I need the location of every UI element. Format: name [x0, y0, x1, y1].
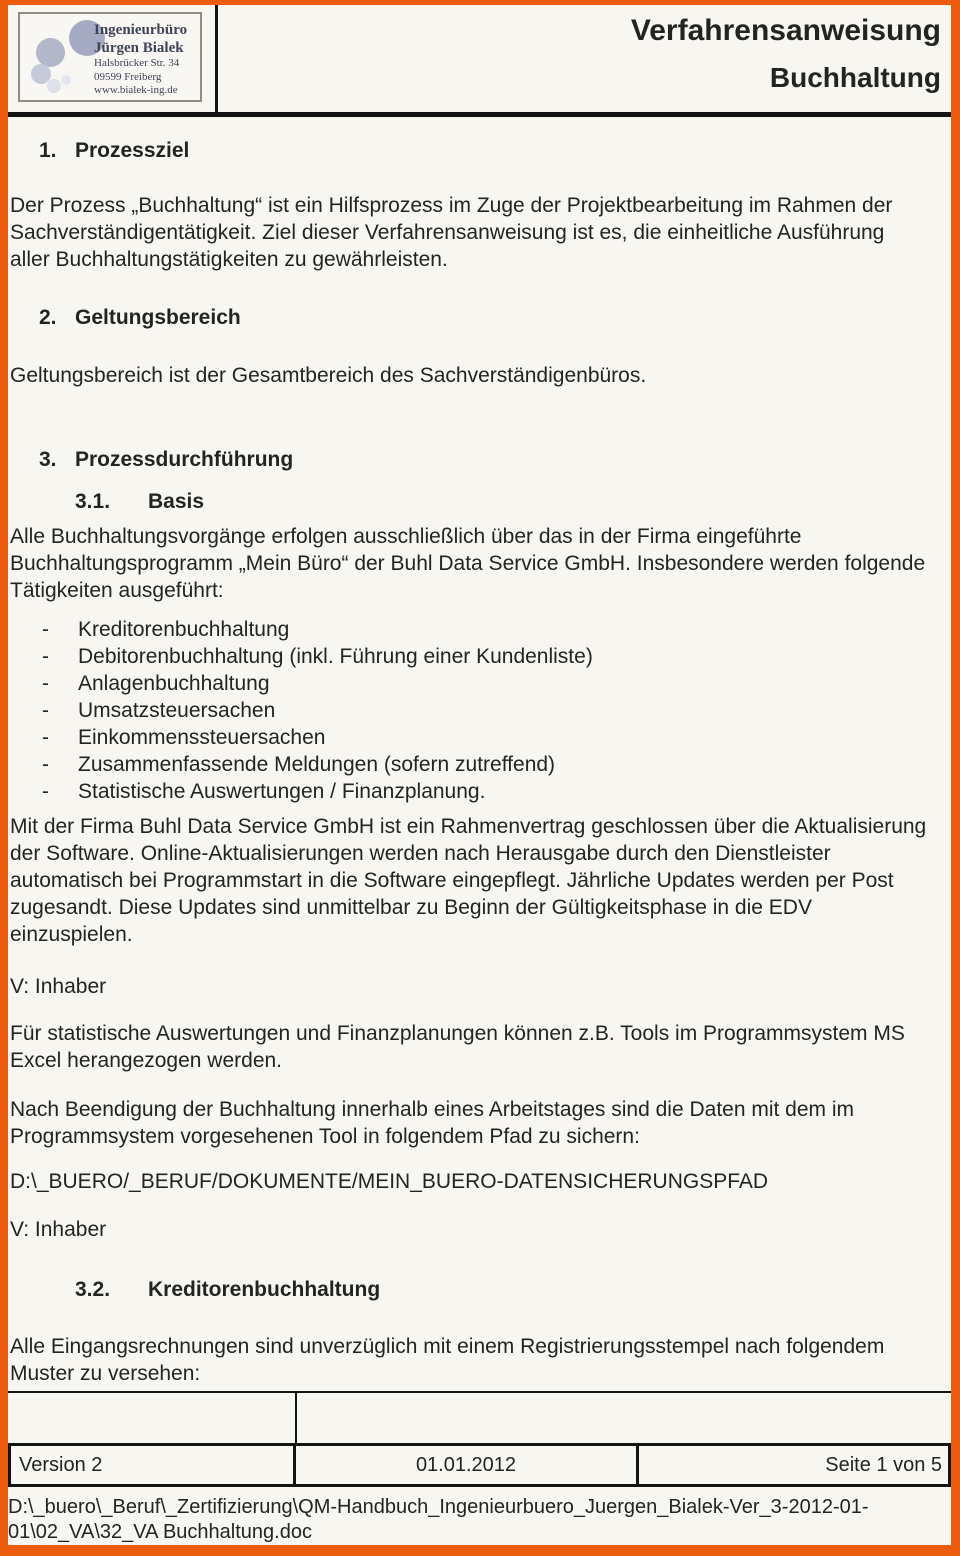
header-title-cell [218, 5, 951, 112]
dash-bullet-icon: - [42, 672, 49, 695]
dash-bullet-icon: - [42, 753, 49, 776]
footer-divider-segment [295, 1393, 297, 1443]
paragraph-basis-intro: Alle Buchhaltungsvorgänge erfolgen ausschließlich über das in der Firma eingeführte Buchhaltungsprogramm „Mein Büro“ der Buhl Data Service GmbH. Insbesondere werden folgende Tätigkeiten ausgeführt: [10, 525, 926, 602]
paragraph-datensicherung: Nach Beendigung der Buchhaltung innerhalb eines Arbeitstages sind die Daten mit dem im Programmsystem vorgesehenen Tool in folgendem Pfad zu sichern: [10, 1098, 855, 1148]
dash-bullet-icon: - [42, 645, 49, 668]
subsection-heading-3-1 [10, 488, 929, 515]
document-footer [8, 1391, 951, 1545]
paragraph-prozessziel: Der Prozess „Buchhaltung“ ist ein Hilfsprozess im Zuge der Projektbearbeitung im Rahmen der Sachverständigentätigkeit. Ziel dieser Verfahrensanweisung ist es, die einheitliche Ausführung aller Buchhaltungstätigkeiten zu gewährleisten. [10, 194, 893, 271]
section-number: 2. [39, 306, 57, 329]
bullet-list [10, 616, 929, 805]
paragraph-geltungsbereich: Geltungsbereich ist der Gesamtbereich des Sachverständigenbüros. [10, 364, 647, 387]
document-header [8, 5, 951, 117]
paragraph-eingangsrechnungen: Alle Eingangsrechnungen sind unverzüglich mit einem Registrierungsstempel nach folgendem Muster zu versehen: [10, 1335, 885, 1385]
paragraph-ms-excel: Für statistische Auswertungen und Finanzplanungen können z.B. Tools im Programmsystem MS Excel herangezogen werden. [10, 1022, 905, 1072]
list-item [10, 724, 929, 751]
subsection-number: 3.1. [75, 490, 111, 513]
list-item [10, 751, 929, 778]
section-heading-3 [10, 446, 929, 473]
company-logo [18, 12, 202, 102]
list-item-text: Zusammenfassende Meldungen (sofern zutreffend) [78, 753, 556, 776]
document-body [8, 117, 951, 1391]
document-type-title: Verfahrensanweisung [630, 14, 941, 47]
list-item-text: Kreditorenbuchhaltung [78, 618, 290, 641]
dash-bullet-icon: - [42, 699, 49, 722]
footer-table [8, 1443, 951, 1487]
subsection-title: Basis [148, 490, 205, 513]
section-title: Prozessdurchführung [75, 448, 294, 471]
file-path-line1: D:\_buero\_Beruf\_Zertifizierung\QM-Handbuch_Ingenieurbuero_Juergen_Bialek-Ver_3-2012-01- [8, 1496, 869, 1518]
list-item-text: Statistische Auswertungen / Finanzplanung. [78, 780, 486, 803]
section-number: 3. [39, 448, 57, 471]
section-title: Prozessziel [75, 139, 190, 162]
logo-website: www.bialek-ing.de [94, 84, 178, 96]
paragraph-rahmenvertrag: Mit der Firma Buhl Data Service GmbH ist ein Rahmenvertrag geschlossen über die Aktualisierung der Software. Online-Aktualisierungen werden nach Herausgabe durch den Dienstleister automatisch bei Programmstart in die Software eingepflegt. Jährliche Updates werden per Post zugesandt. Diese Updates sind unmittelbar zu Beginn der Gültigkeitsphase in die EDV einzuspielen. [10, 815, 927, 946]
logo-text-block [94, 21, 187, 98]
subsection-heading-3-2 [10, 1276, 929, 1303]
list-item [10, 643, 929, 670]
logo-company-name-line1: Ingenieurbüro [94, 22, 188, 38]
dash-bullet-icon: - [42, 618, 49, 641]
footer-gap-row [8, 1393, 951, 1443]
subsection-number: 3.2. [75, 1278, 111, 1301]
section-number: 1. [39, 139, 57, 162]
footer-page-cell: Seite 1 von 5 [825, 1453, 942, 1476]
logo-circle-mini-icon [61, 75, 71, 85]
document-subtitle: Buchhaltung [769, 62, 941, 93]
section-title: Geltungsbereich [75, 306, 241, 329]
dash-bullet-icon: - [42, 780, 49, 803]
list-item [10, 616, 929, 643]
dash-bullet-icon: - [42, 726, 49, 749]
section-heading-2 [10, 304, 929, 331]
file-path [8, 1495, 951, 1545]
logo-circle-tiny-icon [47, 79, 61, 93]
subsection-title: Kreditorenbuchhaltung [148, 1278, 381, 1301]
list-item-text: Umsatzsteuersachen [78, 699, 276, 722]
footer-date-cell: 01.01.2012 [296, 1446, 639, 1484]
list-item-text: Anlagenbuchhaltung [78, 672, 270, 695]
logo-circle-medium-icon [36, 38, 65, 67]
list-item-text: Einkommenssteuersachen [78, 726, 326, 749]
list-item [10, 778, 929, 805]
document-page [8, 5, 951, 1545]
file-path-line2: 01\02_VA\32_VA Buchhaltung.doc [8, 1521, 312, 1543]
section-heading-1 [10, 137, 929, 164]
logo-company-name-line2: Jürgen Bialek [94, 40, 184, 56]
logo-address-city: 09599 Freiberg [94, 70, 162, 83]
list-item [10, 670, 929, 697]
footer-version-cell: Version 2 [11, 1446, 296, 1484]
header-logo-cell [8, 5, 218, 112]
backup-path: D:\_BUERO/_BERUF/DOKUMENTE/MEIN_BUERO-DATENSICHERUNGSPFAD [10, 1170, 769, 1193]
responsibility-note: V: Inhaber [10, 975, 107, 998]
list-item-text: Debitorenbuchhaltung (inkl. Führung einer Kundenliste) [78, 645, 593, 668]
responsibility-note: V: Inhaber [10, 1218, 107, 1241]
logo-address-street: Halsbrücker Str. 34 [94, 57, 180, 69]
list-item [10, 697, 929, 724]
